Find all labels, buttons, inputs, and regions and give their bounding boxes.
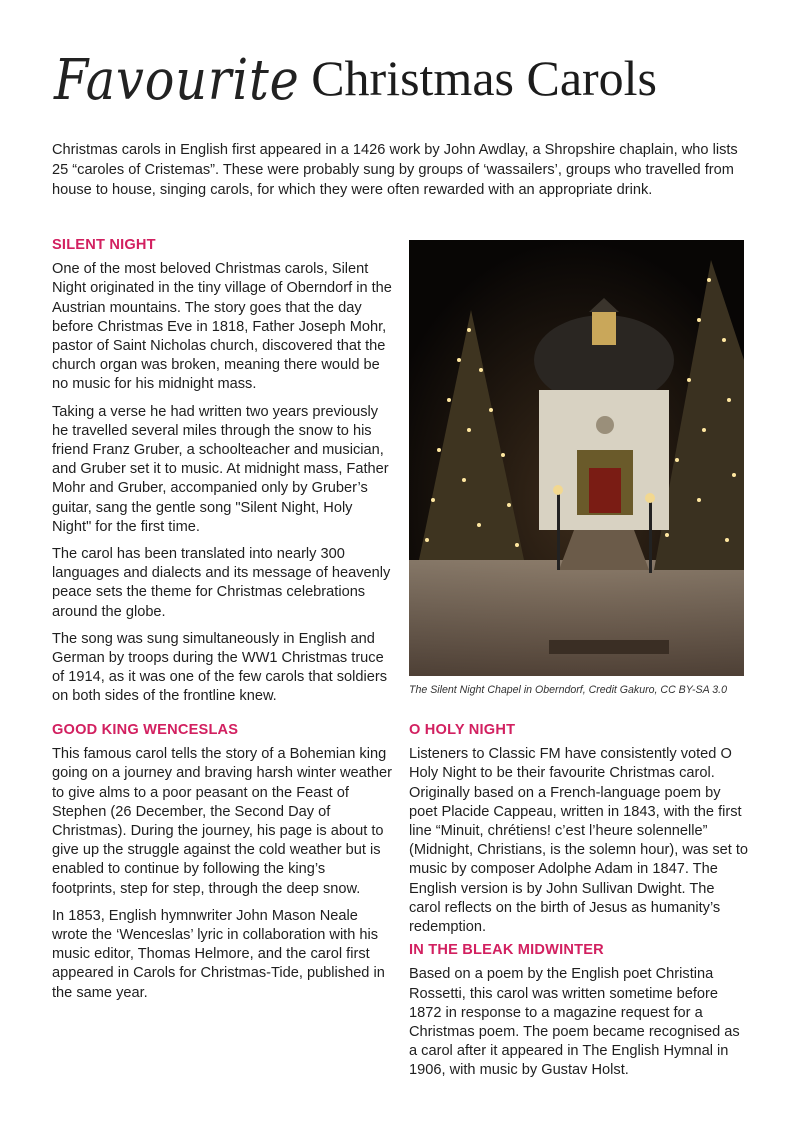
section-heading: GOOD KING WENCESLAS — [52, 722, 239, 738]
paragraph: The carol has been translated into nearly 300 languages and dialects and its message of heavenly peace sets the theme for Christmas celebrations around the globe. — [52, 546, 391, 620]
chapel-photo — [409, 240, 744, 676]
section-in-the-bleak-midwinter — [409, 941, 749, 1080]
paragraph: Based on a poem by the English poet Christina Rossetti, this carol was written sometime before 1872 in response to a magazine request for a Christmas poem. The poem became recognised as a carol after it appeared in The English Hymnal in 1906, with music by Gustav Holst. — [409, 966, 740, 1079]
section-heading: O HOLY NIGHT — [409, 722, 516, 738]
paragraph: Taking a verse he had written two years previously he travelled several miles through the snow to his friend Franz Gruber, a schoolteacher and musician, and Gruber set it to music. At midnight mass, Father Mohr and Gruber, accompanied only by Gruber’s guitar, sang the gentle song "Silent Night, Holy Night" for the first time. — [52, 403, 389, 535]
chapel-illustration — [409, 240, 744, 676]
paragraph: The song was sung simultaneously in English and German by troops during the WW1 Christmas truce of 1914, as it was one of the few carols that soldiers on both sides of the frontline knew. — [52, 630, 388, 705]
paragraph: This famous carol tells the story of a Bohemian king going on a journey and braving harsh winter weather to give alms to a poor peasant on the Feast of Stephen (26 December, the Second Day of Christmas). During the journey, his page is about to give up the struggle against the cold weather but is enabled to continue by following the king’s footprints, step for step, through the deep snow. — [52, 746, 392, 897]
title-main: Christmas Carols — [311, 50, 658, 106]
section-o-holy-night — [409, 721, 749, 937]
paragraph: In 1853, English hymnwriter John Mason Neale wrote the ‘Wenceslas’ lyric in collaboration with his music editor, Thomas Helmore, and the carol first appeared in Carols for Christmas-Tide, published in the same year. — [52, 907, 385, 1001]
photo-caption: The Silent Night Chapel in Oberndorf, Credit Gakuro, CC BY-SA 3.0 — [409, 684, 727, 696]
page-title — [54, 44, 754, 124]
section-heading: IN THE BLEAK MIDWINTER — [409, 942, 604, 959]
section-silent-night — [52, 236, 392, 715]
paragraph: Listeners to Classic FM have consistently voted O Holy Night to be their favourite Christmas carol. Originally based on a French-language poem by poet Placide Cappeau, written in 1843, with the first line “Minuit, chrétiens! c’est l’heure solennelle” (Midnight, Christians, is the solemn hour), was set to music by composer Adolphe Adam in 1847. The English version is by John Sullivan Dwight. The carol reflects on the birth of Jesus as humanity’s redemption. — [409, 746, 749, 936]
intro-paragraph: Christmas carols in English first appeared in a 1426 work by John Awdlay, a Shropshire chaplain, who lists 25 “caroles of Cristemas”. These were probably sung by groups of ‘wassailers’, groups who travelled from house to house, singing carols, for which they were often rewarded with an appropriate drink. — [52, 142, 738, 198]
section-heading: SILENT NIGHT — [52, 237, 156, 253]
paragraph: One of the most beloved Christmas carols, Silent Night originated in the tiny village of Oberndorf in the Austrian mountains. The story goes that the day before Christmas Eve in 1818, Father Joseph Mohr, pastor of Saint Nicholas church, discovered that the church organ was broken, meaning there would be no music for his midnight mass. — [52, 261, 392, 393]
right-column — [409, 721, 749, 1085]
section-good-king-wenceslas — [52, 721, 392, 1011]
title-script: Favourite — [54, 48, 300, 113]
